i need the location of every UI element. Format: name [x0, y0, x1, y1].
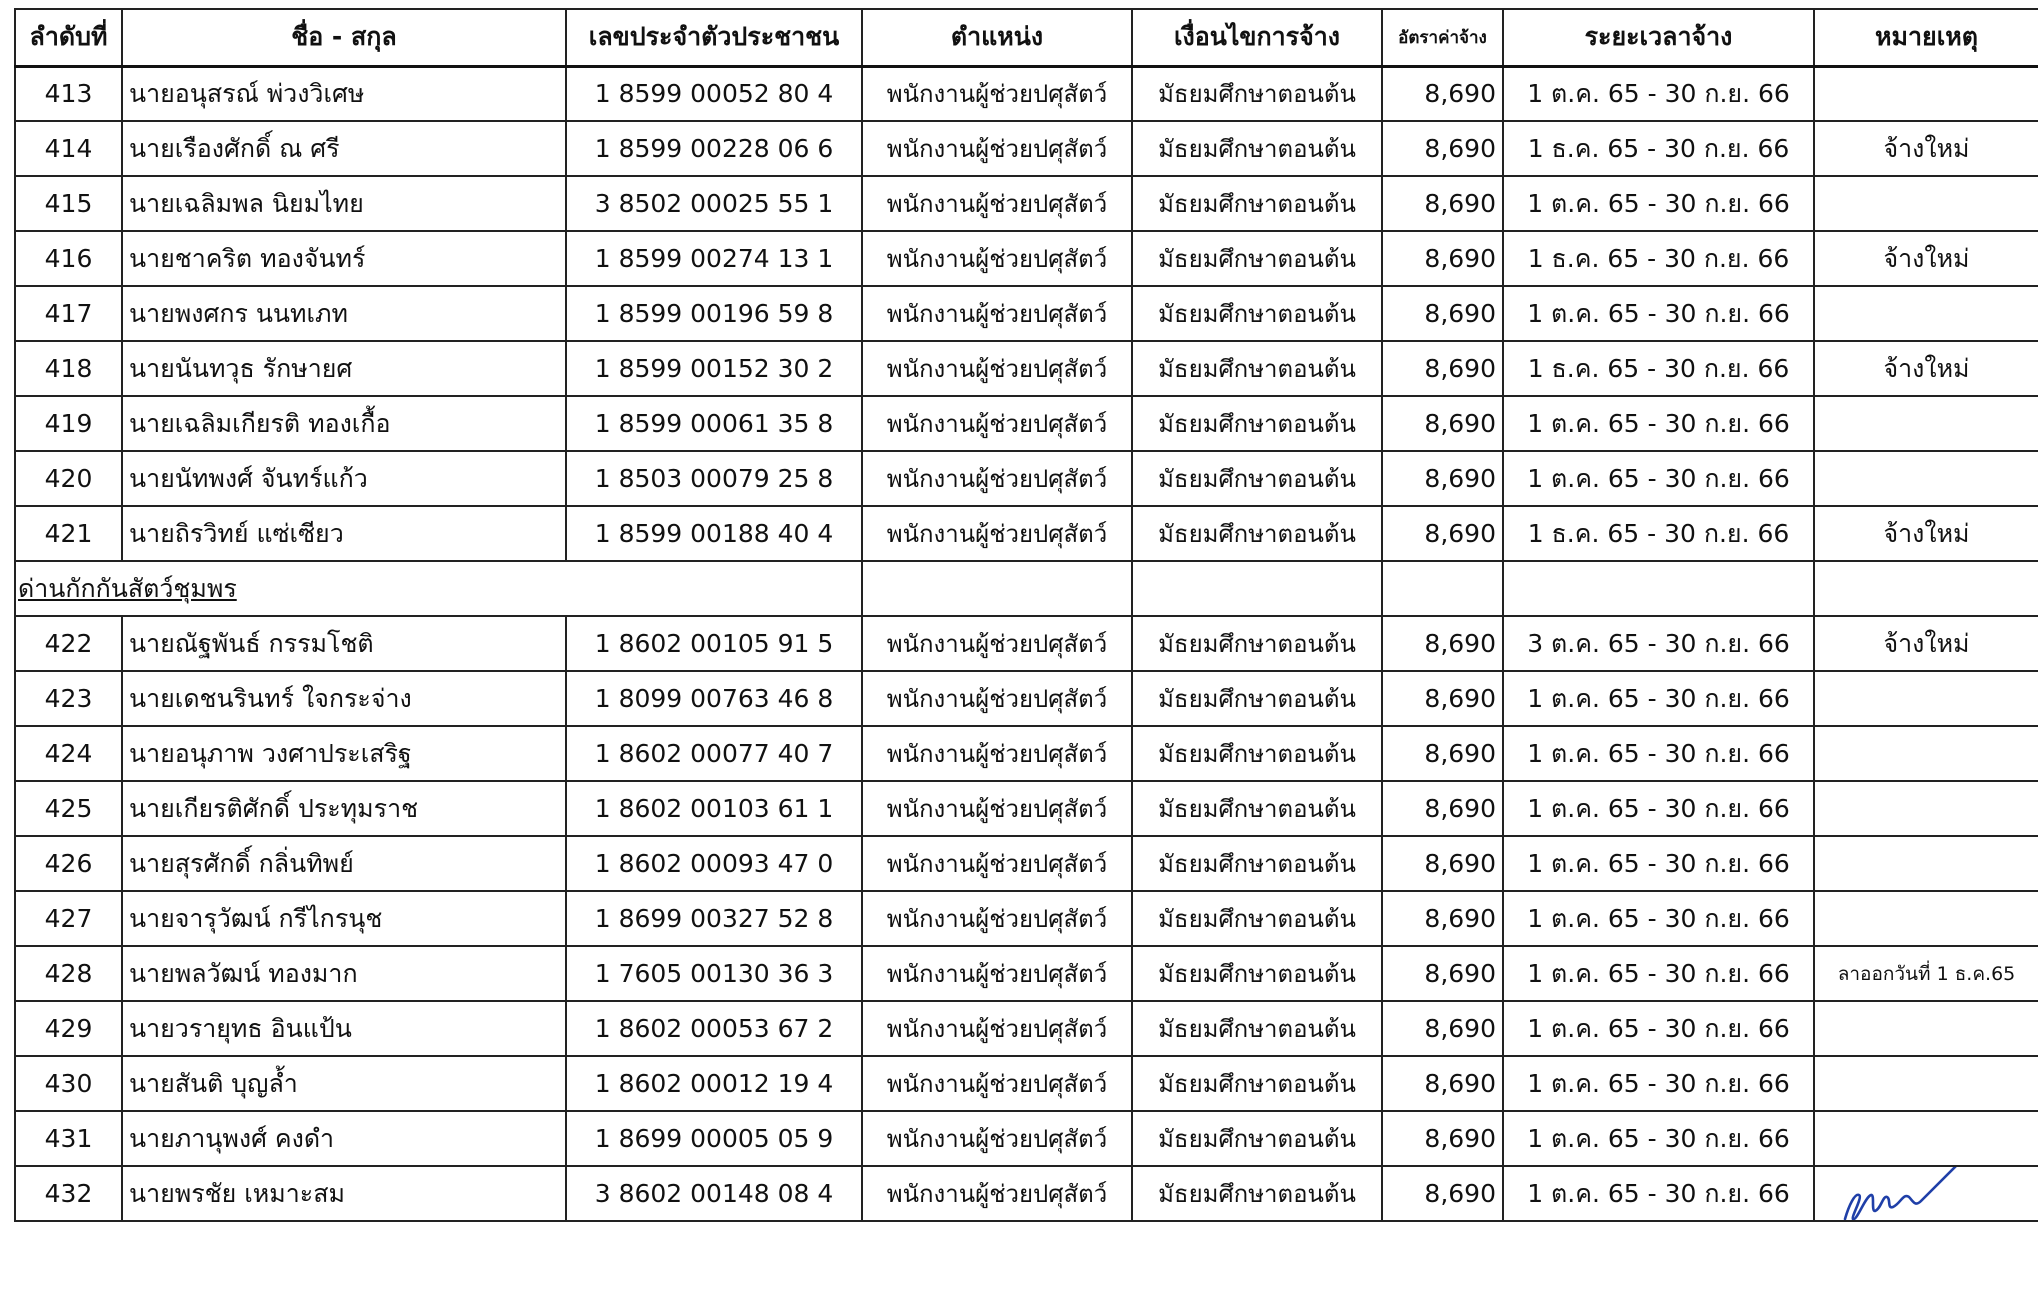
- cell-rate: 8,690: [1382, 1166, 1503, 1221]
- table-row: [15, 176, 2038, 231]
- cell-period: 1 ต.ค. 65 - 30 ก.ย. 66: [1503, 891, 1814, 946]
- cell-condition: มัธยมศึกษาตอนต้น: [1132, 1111, 1382, 1166]
- cell-condition: มัธยมศึกษาตอนต้น: [1132, 671, 1382, 726]
- cell-period: 1 ธ.ค. 65 - 30 ก.ย. 66: [1503, 231, 1814, 286]
- section-empty-cell: [1503, 561, 1814, 616]
- cell-name: นายอนุภาพ วงศาประเสริฐ: [122, 726, 566, 781]
- cell-note: จ้างใหม่: [1814, 616, 2038, 671]
- table-row: [15, 781, 2038, 836]
- cell-citizen-id: 1 8602 00053 67 2: [566, 1001, 862, 1056]
- cell-name: นายนัทพงศ์ จันทร์แก้ว: [122, 451, 566, 506]
- cell-position: พนักงานผู้ช่วยปศุสัตว์: [862, 781, 1132, 836]
- cell-condition: มัธยมศึกษาตอนต้น: [1132, 836, 1382, 891]
- cell-position: พนักงานผู้ช่วยปศุสัตว์: [862, 451, 1132, 506]
- cell-period: 1 ต.ค. 65 - 30 ก.ย. 66: [1503, 396, 1814, 451]
- cell-position: พนักงานผู้ช่วยปศุสัตว์: [862, 946, 1132, 1001]
- header-id: เลขประจำตัวประชาชน: [566, 9, 862, 66]
- table-row: [15, 891, 2038, 946]
- cell-condition: มัธยมศึกษาตอนต้น: [1132, 451, 1382, 506]
- cell-no: 424: [15, 726, 122, 781]
- cell-note: [1814, 66, 2038, 121]
- cell-period: 1 ต.ค. 65 - 30 ก.ย. 66: [1503, 836, 1814, 891]
- cell-period: 1 ต.ค. 65 - 30 ก.ย. 66: [1503, 1111, 1814, 1166]
- cell-position: พนักงานผู้ช่วยปศุสัตว์: [862, 286, 1132, 341]
- cell-name: นายอนุสรณ์ พ่วงวิเศษ: [122, 66, 566, 121]
- cell-position: พนักงานผู้ช่วยปศุสัตว์: [862, 1001, 1132, 1056]
- cell-position: พนักงานผู้ช่วยปศุสัตว์: [862, 66, 1132, 121]
- section-empty-cell: [862, 561, 1132, 616]
- cell-no: 427: [15, 891, 122, 946]
- table-row: [15, 946, 2038, 1001]
- cell-no: 416: [15, 231, 122, 286]
- section-heading-row: [15, 561, 2038, 616]
- cell-note: [1814, 891, 2038, 946]
- table-row: [15, 506, 2038, 561]
- cell-no: 419: [15, 396, 122, 451]
- cell-position: พนักงานผู้ช่วยปศุสัตว์: [862, 616, 1132, 671]
- cell-position: พนักงานผู้ช่วยปศุสัตว์: [862, 1166, 1132, 1221]
- section-empty-cell: [1814, 561, 2038, 616]
- cell-period: 1 ต.ค. 65 - 30 ก.ย. 66: [1503, 176, 1814, 231]
- cell-note: [1814, 781, 2038, 836]
- cell-period: 1 ต.ค. 65 - 30 ก.ย. 66: [1503, 1056, 1814, 1111]
- cell-name: นายเฉลิมเกียรติ ทองเกื้อ: [122, 396, 566, 451]
- cell-condition: มัธยมศึกษาตอนต้น: [1132, 781, 1382, 836]
- cell-condition: มัธยมศึกษาตอนต้น: [1132, 891, 1382, 946]
- table-row: [15, 616, 2038, 671]
- cell-name: นายเรืองศักดิ์ ณ ศรี: [122, 121, 566, 176]
- cell-no: 423: [15, 671, 122, 726]
- table-row: [15, 1111, 2038, 1166]
- header-position: ตำแหน่ง: [862, 9, 1132, 66]
- cell-position: พนักงานผู้ช่วยปศุสัตว์: [862, 341, 1132, 396]
- cell-citizen-id: 1 8599 00188 40 4: [566, 506, 862, 561]
- cell-name: นายถิรวิทย์ แซ่เซียว: [122, 506, 566, 561]
- header-name: ชื่อ - สกุล: [122, 9, 566, 66]
- cell-rate: 8,690: [1382, 726, 1503, 781]
- cell-rate: 8,690: [1382, 66, 1503, 121]
- cell-condition: มัธยมศึกษาตอนต้น: [1132, 946, 1382, 1001]
- cell-note: [1814, 451, 2038, 506]
- cell-rate: 8,690: [1382, 176, 1503, 231]
- cell-position: พนักงานผู้ช่วยปศุสัตว์: [862, 671, 1132, 726]
- cell-citizen-id: 1 8503 00079 25 8: [566, 451, 862, 506]
- cell-note: จ้างใหม่: [1814, 506, 2038, 561]
- cell-citizen-id: 1 8599 00152 30 2: [566, 341, 862, 396]
- cell-condition: มัธยมศึกษาตอนต้น: [1132, 66, 1382, 121]
- cell-name: นายเกียรติศักดิ์ ประทุมราช: [122, 781, 566, 836]
- cell-no: 422: [15, 616, 122, 671]
- cell-note: [1814, 286, 2038, 341]
- cell-condition: มัธยมศึกษาตอนต้น: [1132, 1056, 1382, 1111]
- cell-no: 426: [15, 836, 122, 891]
- cell-name: นายชาคริต ทองจันทร์: [122, 231, 566, 286]
- cell-period: 1 ต.ค. 65 - 30 ก.ย. 66: [1503, 286, 1814, 341]
- header-period: ระยะเวลาจ้าง: [1503, 9, 1814, 66]
- cell-no: 425: [15, 781, 122, 836]
- cell-rate: 8,690: [1382, 616, 1503, 671]
- cell-citizen-id: 1 8602 00012 19 4: [566, 1056, 862, 1111]
- table-row: [15, 66, 2038, 121]
- cell-name: นายนันทวุธ รักษายศ: [122, 341, 566, 396]
- cell-condition: มัธยมศึกษาตอนต้น: [1132, 506, 1382, 561]
- cell-position: พนักงานผู้ช่วยปศุสัตว์: [862, 1111, 1132, 1166]
- cell-citizen-id: 3 8502 00025 55 1: [566, 176, 862, 231]
- section-empty-cell: [1132, 561, 1382, 616]
- cell-period: 1 ธ.ค. 65 - 30 ก.ย. 66: [1503, 506, 1814, 561]
- cell-period: 1 ธ.ค. 65 - 30 ก.ย. 66: [1503, 341, 1814, 396]
- cell-citizen-id: 1 7605 00130 36 3: [566, 946, 862, 1001]
- cell-note: [1814, 1111, 2038, 1166]
- cell-no: 418: [15, 341, 122, 396]
- cell-citizen-id: 1 8099 00763 46 8: [566, 671, 862, 726]
- table-row: [15, 451, 2038, 506]
- cell-period: 1 ต.ค. 65 - 30 ก.ย. 66: [1503, 781, 1814, 836]
- table-row: [15, 396, 2038, 451]
- cell-citizen-id: 1 8602 00093 47 0: [566, 836, 862, 891]
- cell-note: [1814, 396, 2038, 451]
- table-row: [15, 286, 2038, 341]
- cell-rate: 8,690: [1382, 781, 1503, 836]
- cell-position: พนักงานผู้ช่วยปศุสัตว์: [862, 726, 1132, 781]
- cell-no: 432: [15, 1166, 122, 1221]
- table-row: [15, 1056, 2038, 1111]
- cell-no: 420: [15, 451, 122, 506]
- signature-stroke: [1845, 1166, 1977, 1219]
- cell-condition: มัธยมศึกษาตอนต้น: [1132, 121, 1382, 176]
- cell-period: 1 ต.ค. 65 - 30 ก.ย. 66: [1503, 1001, 1814, 1056]
- cell-period: 3 ต.ค. 65 - 30 ก.ย. 66: [1503, 616, 1814, 671]
- cell-position: พนักงานผู้ช่วยปศุสัตว์: [862, 176, 1132, 231]
- cell-citizen-id: 1 8599 00274 13 1: [566, 231, 862, 286]
- cell-rate: 8,690: [1382, 836, 1503, 891]
- cell-period: 1 ต.ค. 65 - 30 ก.ย. 66: [1503, 451, 1814, 506]
- section-empty-cell: [1382, 561, 1503, 616]
- header-rate: อัตราค่าจ้าง: [1382, 9, 1503, 66]
- cell-note: [1814, 671, 2038, 726]
- cell-condition: มัธยมศึกษาตอนต้น: [1132, 231, 1382, 286]
- cell-period: 1 ต.ค. 65 - 30 ก.ย. 66: [1503, 66, 1814, 121]
- cell-name: นายภานุพงศ์ คงดำ: [122, 1111, 566, 1166]
- cell-note: [1814, 1001, 2038, 1056]
- cell-condition: มัธยมศึกษาตอนต้น: [1132, 396, 1382, 451]
- cell-rate: 8,690: [1382, 891, 1503, 946]
- cell-period: 1 ธ.ค. 65 - 30 ก.ย. 66: [1503, 121, 1814, 176]
- cell-rate: 8,690: [1382, 1001, 1503, 1056]
- cell-note: ลาออกวันที่ 1 ธ.ค.65: [1814, 946, 2038, 1001]
- section-empty-cell: [566, 561, 862, 616]
- cell-no: 413: [15, 66, 122, 121]
- cell-rate: 8,690: [1382, 671, 1503, 726]
- cell-citizen-id: 1 8602 00105 91 5: [566, 616, 862, 671]
- header-no: ลำดับที่: [15, 9, 122, 66]
- table-row: [15, 1166, 2038, 1221]
- cell-note: [1814, 726, 2038, 781]
- cell-condition: มัธยมศึกษาตอนต้น: [1132, 286, 1382, 341]
- cell-no: 428: [15, 946, 122, 1001]
- cell-name: นายณัฐพันธ์ กรรมโชติ: [122, 616, 566, 671]
- cell-note: [1814, 176, 2038, 231]
- cell-position: พนักงานผู้ช่วยปศุสัตว์: [862, 1056, 1132, 1111]
- cell-rate: 8,690: [1382, 396, 1503, 451]
- cell-position: พนักงานผู้ช่วยปศุสัตว์: [862, 396, 1132, 451]
- cell-no: 417: [15, 286, 122, 341]
- document-sheet: [14, 8, 2038, 1303]
- cell-period: 1 ต.ค. 65 - 30 ก.ย. 66: [1503, 1166, 1814, 1221]
- cell-rate: 8,690: [1382, 946, 1503, 1001]
- cell-rate: 8,690: [1382, 506, 1503, 561]
- cell-no: 431: [15, 1111, 122, 1166]
- cell-no: 421: [15, 506, 122, 561]
- cell-name: นายพงศกร นนทเภท: [122, 286, 566, 341]
- cell-no: 430: [15, 1056, 122, 1111]
- table-row: [15, 1001, 2038, 1056]
- cell-citizen-id: 1 8599 00052 80 4: [566, 66, 862, 121]
- table-row: [15, 231, 2038, 286]
- handwritten-signature-icon: [1831, 1166, 1981, 1221]
- cell-citizen-id: 1 8599 00196 59 8: [566, 286, 862, 341]
- cell-note: จ้างใหม่: [1814, 231, 2038, 286]
- cell-name: นายเฉลิมพล นิยมไทย: [122, 176, 566, 231]
- cell-name: นายสุรศักดิ์ กลิ่นทิพย์: [122, 836, 566, 891]
- cell-citizen-id: 1 8699 00005 05 9: [566, 1111, 862, 1166]
- cell-rate: 8,690: [1382, 1111, 1503, 1166]
- cell-name: นายวรายุทธ อินแป้น: [122, 1001, 566, 1056]
- cell-condition: มัธยมศึกษาตอนต้น: [1132, 1001, 1382, 1056]
- cell-period: 1 ต.ค. 65 - 30 ก.ย. 66: [1503, 726, 1814, 781]
- table-row: [15, 341, 2038, 396]
- cell-name: นายพลวัฒน์ ทองมาก: [122, 946, 566, 1001]
- cell-condition: มัธยมศึกษาตอนต้น: [1132, 1166, 1382, 1221]
- cell-condition: มัธยมศึกษาตอนต้น: [1132, 616, 1382, 671]
- table-row: [15, 836, 2038, 891]
- header-row: [15, 9, 2038, 66]
- cell-citizen-id: 1 8599 00228 06 6: [566, 121, 862, 176]
- cell-period: 1 ต.ค. 65 - 30 ก.ย. 66: [1503, 671, 1814, 726]
- cell-citizen-id: 1 8699 00327 52 8: [566, 891, 862, 946]
- section-label: ด่านกักกันสัตว์ชุมพร: [15, 561, 566, 616]
- cell-rate: 8,690: [1382, 341, 1503, 396]
- header-condition: เงื่อนไขการจ้าง: [1132, 9, 1382, 66]
- roster-body: [15, 66, 2038, 1221]
- cell-no: 415: [15, 176, 122, 231]
- cell-note: [1814, 836, 2038, 891]
- cell-position: พนักงานผู้ช่วยปศุสัตว์: [862, 121, 1132, 176]
- cell-name: นายสันติ บุญล้ำ: [122, 1056, 566, 1111]
- cell-citizen-id: 3 8602 00148 08 4: [566, 1166, 862, 1221]
- cell-citizen-id: 1 8602 00103 61 1: [566, 781, 862, 836]
- cell-name: นายพรชัย เหมาะสม: [122, 1166, 566, 1221]
- cell-name: นายจารุวัฒน์ กรีไกรนุช: [122, 891, 566, 946]
- cell-condition: มัธยมศึกษาตอนต้น: [1132, 726, 1382, 781]
- cell-no: 414: [15, 121, 122, 176]
- cell-position: พนักงานผู้ช่วยปศุสัตว์: [862, 836, 1132, 891]
- cell-no: 429: [15, 1001, 122, 1056]
- cell-rate: 8,690: [1382, 231, 1503, 286]
- employee-roster-table: [14, 8, 2038, 1222]
- header-note: หมายเหตุ: [1814, 9, 2038, 66]
- table-row: [15, 726, 2038, 781]
- table-row: [15, 671, 2038, 726]
- cell-note: [1814, 1166, 2038, 1221]
- cell-name: นายเดชนรินทร์ ใจกระจ่าง: [122, 671, 566, 726]
- cell-note: [1814, 1056, 2038, 1111]
- cell-rate: 8,690: [1382, 1056, 1503, 1111]
- cell-citizen-id: 1 8602 00077 40 7: [566, 726, 862, 781]
- cell-period: 1 ต.ค. 65 - 30 ก.ย. 66: [1503, 946, 1814, 1001]
- cell-position: พนักงานผู้ช่วยปศุสัตว์: [862, 506, 1132, 561]
- cell-rate: 8,690: [1382, 451, 1503, 506]
- cell-position: พนักงานผู้ช่วยปศุสัตว์: [862, 231, 1132, 286]
- cell-citizen-id: 1 8599 00061 35 8: [566, 396, 862, 451]
- cell-condition: มัธยมศึกษาตอนต้น: [1132, 341, 1382, 396]
- cell-rate: 8,690: [1382, 121, 1503, 176]
- cell-note: จ้างใหม่: [1814, 121, 2038, 176]
- cell-position: พนักงานผู้ช่วยปศุสัตว์: [862, 891, 1132, 946]
- cell-rate: 8,690: [1382, 286, 1503, 341]
- cell-condition: มัธยมศึกษาตอนต้น: [1132, 176, 1382, 231]
- table-row: [15, 121, 2038, 176]
- cell-note: จ้างใหม่: [1814, 341, 2038, 396]
